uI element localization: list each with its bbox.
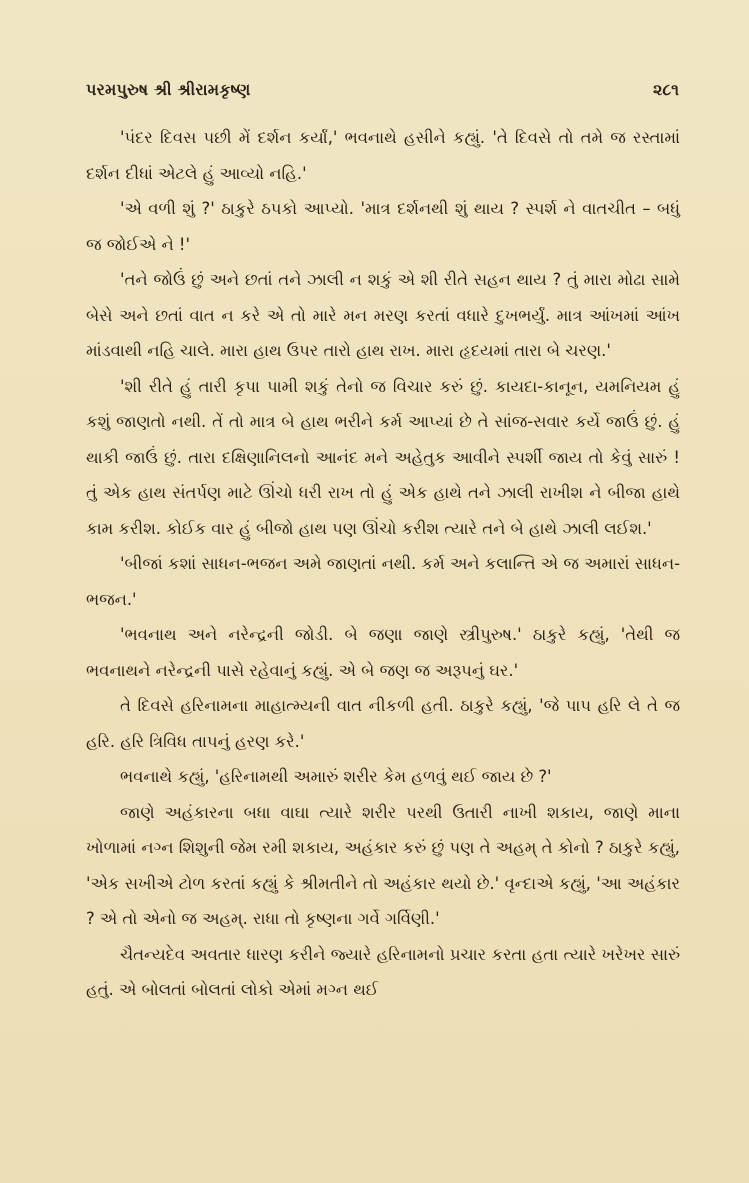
paragraph-9: જાણે અહંકારના બધા વાઘા ત્યારે શરીર પરથી ઉતારી નાખી શકાય, જાણે માના ખોળામાં નગ્ન શિશુની જેમ રમી શકાય, અહંકાર કરું છું પણ તે અહમ્ તે કોનો ? ઠાકુરે કહ્યું, 'એક સખીએ ટોળ કરતાં કહ્યું કે શ્રીમતીને તો અહંકાર થયો છે.' વૃન્દાએ કહ્યું, 'આ અહંકાર ? એ તો એનો જ અહમ્. રાધા તો કૃષ્ણના ગર્વે ગર્વિણી.' bbox=[86, 802, 680, 928]
paragraph-7: તે દિવસે હરિનામના માહાત્મ્યની વાત નીકળી હતી. ઠાકુરે કહ્યું, 'જે પાપ હરિ લે તે જ હરિ. હરિ ત્રિવિધ તાપનું હરણ કરે.' bbox=[86, 696, 680, 751]
paragraph-3: 'તને જોઉં છું અને છતાં તને ઝાલી ન શકું એ શી રીતે સહન થાય ? તું મારા મોઢા સામે બેસે અને છતાં વાત ન કરે એ તો મારે મન મરણ કરતાં વધારે દુખભર્યું. માત્ર આંખમાં આંખ માંડવાથી નહિ ચાલે. મારા હાથ ઉપર તારો હાથ રાખ. મારા હૃદયમાં તારા બે ચરણ.' bbox=[86, 270, 680, 360]
paragraph-8: ભવનાથે કહ્યું, 'હરિનામથી અમારું શરીર કેમ હળવું થઈ જાય છે ?' bbox=[120, 767, 552, 786]
body-text bbox=[86, 120, 680, 1008]
running-header bbox=[86, 80, 679, 110]
page-number: ૨૮૧ bbox=[652, 80, 679, 99]
paragraph-2: 'એ વળી શું ?' ઠાકુરે ઠપકો આપ્યો. 'માત્ર દર્શનથી શું થાય ? સ્પર્શ ને વાતચીત – બધું જ જોઈએ ને !' bbox=[86, 199, 680, 254]
paragraph-4: 'શી રીતે હું તારી કૃપા પામી શકું તેનો જ વિચાર કરું છું. કાયદા-કાનૂન, યમનિયમ હું કશું જાણતો નથી. તેં તો માત્ર બે હાથ ભરીને કર્મ આપ્યાં છે તે સાંજ-સવાર કર્યે જાઉં છું. હું થાકી જાઉં છું. તારા દક્ષિણાનિલનો આનંદ મને અહેતુક આવીને સ્પર્શી જાય તો કેવું સારું ! તું એક હાથ સંતર્પણ માટે ઊંચો ધરી રાખ તો હું એક હાથે તને ઝાલી રાખીશ ને બીજા હાથે કામ કરીશ. કોઈક વાર હું બીજો હાથ પણ ઊંચો કરીશ ત્યારે તને બે હાથે ઝાલી લઈશ.' bbox=[86, 376, 680, 538]
paragraph-10: ચૈતન્યદેવ અવતાર ધારણ કરીને જ્યારે હરિનામનો પ્રચાર કરતા હતા ત્યારે ખરેખર સારું હતું. એ બોલતાં બોલતાં લોકો એમાં મગ્ન થઈ bbox=[86, 944, 680, 999]
paragraph-6: 'ભવનાથ અને નરેન્દ્રની જોડી. બે જણા જાણે સ્ત્રીપુરુષ.' ઠાકુરે કહ્યું, 'તેથી જ ભવનાથને નરેન્દ્રની પાસે રહેવાનું કહ્યું. એ બે જણ જ અરૂપનું ઘર.' bbox=[86, 625, 680, 680]
paragraph-5: 'બીજાં કશાં સાધન-ભજન અમે જાણતાં નથી. કર્મ અને કલાન્તિ એ જ અમારાં સાધન-ભજન.' bbox=[86, 554, 680, 609]
paragraph-1: 'પંદર દિવસ પછી મેં દર્શન કર્યાં,' ભવનાથે હસીને કહ્યું. 'તે દિવસે તો તમે જ રસ્તામાં દર્શન દીધાં એટલે હું આવ્યો નહિ.' bbox=[86, 128, 680, 183]
running-title: પરમપુરુષ શ્રી શ્રીરામકૃષ્ણ bbox=[86, 80, 251, 99]
